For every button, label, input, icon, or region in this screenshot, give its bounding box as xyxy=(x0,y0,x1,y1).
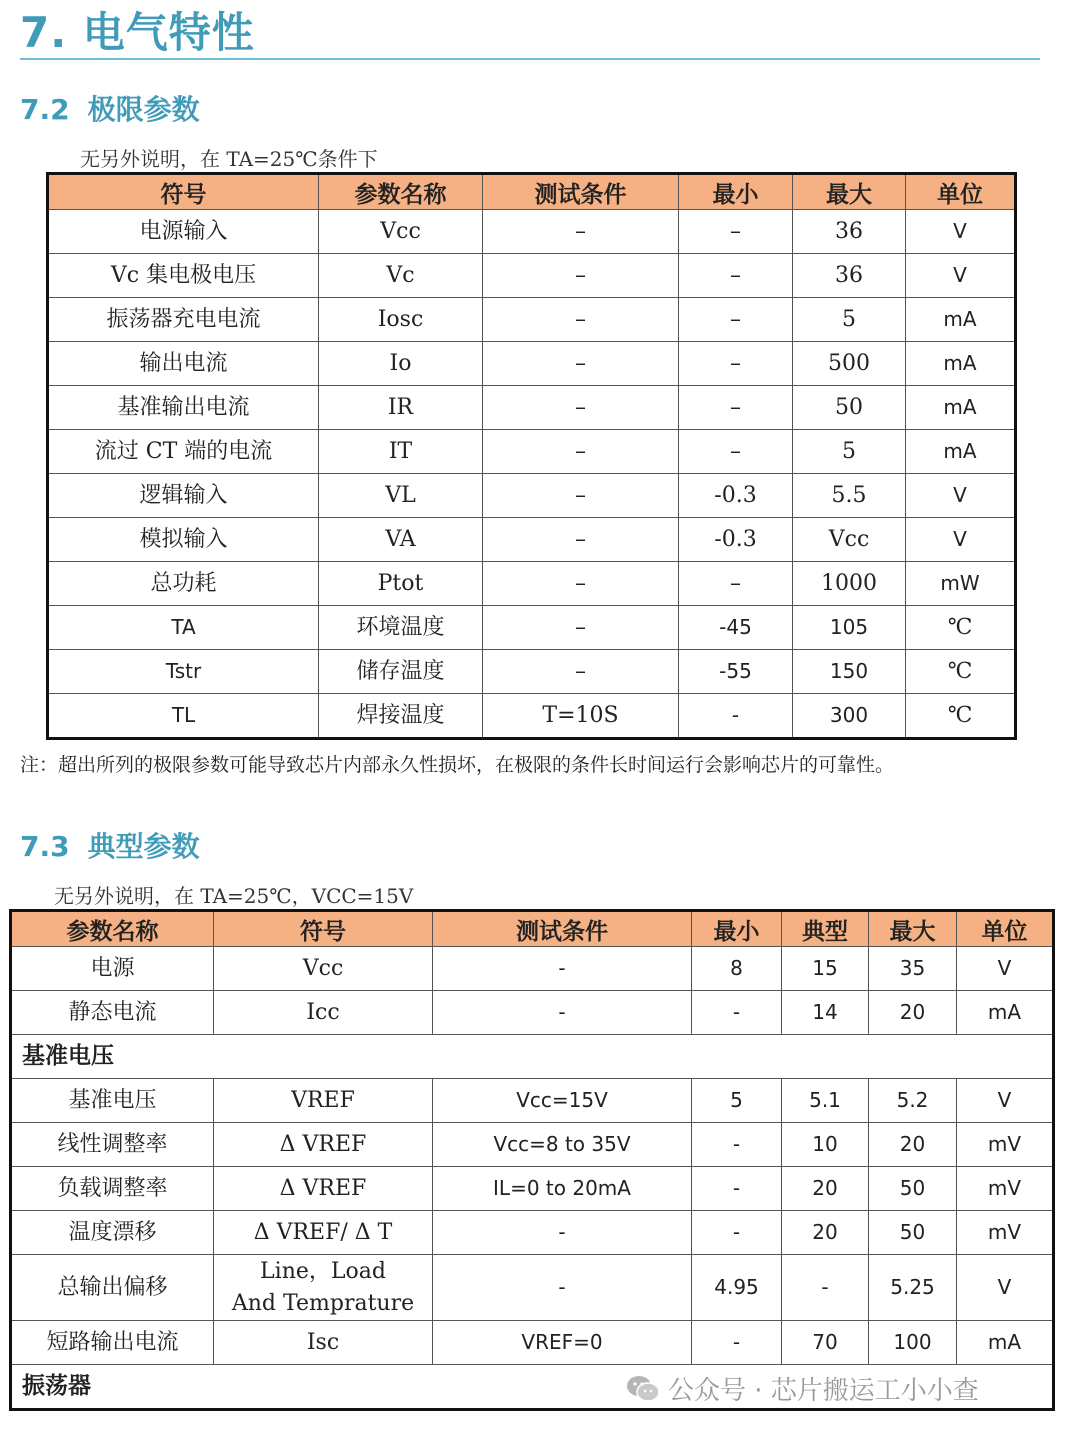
test-condition-cell: – xyxy=(483,474,679,518)
typical-table xyxy=(9,909,1055,1411)
table-row xyxy=(11,1321,1054,1365)
group-row-reference xyxy=(11,1035,1054,1079)
typ-cell: 70 xyxy=(782,1321,869,1365)
typical-header-cell: 符号 xyxy=(214,911,433,947)
group-label: 振荡器 xyxy=(11,1365,1054,1410)
test-condition-cell: Vcc=15V xyxy=(433,1079,692,1123)
param-name-cell: 流过 CT 端的电流 xyxy=(48,430,319,474)
typical-header-cell: 单位 xyxy=(957,911,1054,947)
param-name-cell: 总输出偏移 xyxy=(11,1255,214,1321)
limits-header-cell: 最小 xyxy=(679,174,793,210)
typ-cell: 20 xyxy=(782,1211,869,1255)
group-label: 基准电压 xyxy=(11,1035,1054,1079)
param-name-cell: 基准输出电流 xyxy=(48,386,319,430)
test-condition-cell: VREF=0 xyxy=(433,1321,692,1365)
typ-cell: 14 xyxy=(782,991,869,1035)
test-condition-cell: – xyxy=(483,342,679,386)
max-cell: 50 xyxy=(869,1167,957,1211)
title-divider xyxy=(20,58,1040,60)
typical-heading-text: 典型参数 xyxy=(87,830,200,863)
param-name-cell: 温度漂移 xyxy=(11,1211,214,1255)
table-row xyxy=(48,650,1016,694)
param-name-cell: 短路输出电流 xyxy=(11,1321,214,1365)
max-cell: 105 xyxy=(793,606,906,650)
unit-cell: V xyxy=(906,474,1016,518)
test-condition-cell: - xyxy=(433,1255,692,1321)
min-cell: - xyxy=(692,1211,782,1255)
limits-header-cell: 最大 xyxy=(793,174,906,210)
table-row xyxy=(48,606,1016,650)
typ-cell: 15 xyxy=(782,947,869,991)
test-condition-cell: – xyxy=(483,606,679,650)
symbol-cell: Io xyxy=(319,342,483,386)
min-cell: - xyxy=(692,1167,782,1211)
min-cell: – xyxy=(679,254,793,298)
max-cell: 36 xyxy=(793,210,906,254)
table-row xyxy=(11,1255,1054,1321)
min-cell: – xyxy=(679,430,793,474)
typical-heading-number: 7.3 xyxy=(20,830,70,863)
test-condition-cell: – xyxy=(483,650,679,694)
param-name-cell: 输出电流 xyxy=(48,342,319,386)
param-name-cell: 总功耗 xyxy=(48,562,319,606)
symbol-cell: IT xyxy=(319,430,483,474)
param-name-cell: 负载调整率 xyxy=(11,1167,214,1211)
min-cell: -45 xyxy=(679,606,793,650)
limits-header-cell: 符号 xyxy=(48,174,319,210)
min-cell: - xyxy=(692,1321,782,1365)
min-cell: -0.3 xyxy=(679,474,793,518)
max-cell: 150 xyxy=(793,650,906,694)
min-cell: - xyxy=(679,694,793,739)
test-condition-cell: IL=0 to 20mA xyxy=(433,1167,692,1211)
watermark xyxy=(626,1370,979,1407)
typical-header-cell: 最小 xyxy=(692,911,782,947)
symbol-cell: Vcc xyxy=(214,947,433,991)
min-cell: – xyxy=(679,562,793,606)
test-condition-cell: – xyxy=(483,298,679,342)
unit-cell: V xyxy=(957,947,1054,991)
min-cell: – xyxy=(679,298,793,342)
symbol-cell xyxy=(214,1255,433,1321)
param-name-cell: TL xyxy=(48,694,319,739)
param-name-cell: 电源 xyxy=(11,947,214,991)
max-cell: 5.25 xyxy=(869,1255,957,1321)
param-name-cell: 模拟输入 xyxy=(48,518,319,562)
typical-table-body xyxy=(11,947,1054,1410)
typical-header-cell: 典型 xyxy=(782,911,869,947)
typical-header-cell: 最大 xyxy=(869,911,957,947)
symbol-cell: Isc xyxy=(214,1321,433,1365)
symbol-cell: VL xyxy=(319,474,483,518)
table-row xyxy=(48,298,1016,342)
unit-cell: V xyxy=(906,210,1016,254)
min-cell: -0.3 xyxy=(679,518,793,562)
symbol-cell: Icc xyxy=(214,991,433,1035)
symbol-cell: Ptot xyxy=(319,562,483,606)
typical-header-cell: 测试条件 xyxy=(433,911,692,947)
table-row xyxy=(11,1211,1054,1255)
max-cell: 35 xyxy=(869,947,957,991)
unit-cell: mA xyxy=(957,1321,1054,1365)
table-row xyxy=(11,991,1054,1035)
test-condition-cell: – xyxy=(483,430,679,474)
unit-cell: mA xyxy=(906,298,1016,342)
table-row xyxy=(48,694,1016,739)
unit-cell: V xyxy=(906,254,1016,298)
symbol-cell: Vcc xyxy=(319,210,483,254)
unit-cell: ℃ xyxy=(906,606,1016,650)
typ-cell: 10 xyxy=(782,1123,869,1167)
symbol-cell: IR xyxy=(319,386,483,430)
unit-cell: mW xyxy=(906,562,1016,606)
max-cell: 5 xyxy=(793,298,906,342)
unit-cell: mV xyxy=(957,1123,1054,1167)
symbol-line: And Temprature xyxy=(231,1290,415,1316)
symbol-cell: Δ VREF xyxy=(214,1167,433,1211)
table-row xyxy=(48,474,1016,518)
param-name-cell: 逻辑输入 xyxy=(48,474,319,518)
section-title: 7. 电气特性 xyxy=(20,8,255,57)
min-cell: – xyxy=(679,210,793,254)
limits-heading xyxy=(20,88,200,128)
symbol-cell: 储存温度 xyxy=(319,650,483,694)
limits-note: 注：超出所列的极限参数可能导致芯片内部永久性损坏，在极限的条件长时间运行会影响芯片的可靠性。 xyxy=(20,754,895,776)
param-name-cell: 线性调整率 xyxy=(11,1123,214,1167)
param-name-cell: Vc 集电极电压 xyxy=(48,254,319,298)
table-row xyxy=(48,254,1016,298)
param-name-cell: 基准电压 xyxy=(11,1079,214,1123)
test-condition-cell: – xyxy=(483,562,679,606)
limits-condition: 无另外说明，在 TA=25℃条件下 xyxy=(80,147,378,171)
typical-heading xyxy=(20,825,200,865)
symbol-cell: 环境温度 xyxy=(319,606,483,650)
min-cell: 4.95 xyxy=(692,1255,782,1321)
max-cell: Vcc xyxy=(793,518,906,562)
table-row xyxy=(11,1079,1054,1123)
limits-header-cell: 参数名称 xyxy=(319,174,483,210)
test-condition-cell: T=10S xyxy=(483,694,679,739)
param-name-cell: 振荡器充电电流 xyxy=(48,298,319,342)
symbol-cell: VREF xyxy=(214,1079,433,1123)
typical-condition: 无另外说明，在 TA=25℃，VCC=15V xyxy=(54,884,414,908)
unit-cell: mA xyxy=(906,386,1016,430)
symbol-line: Line，Load xyxy=(260,1258,386,1284)
unit-cell: mA xyxy=(957,991,1054,1035)
unit-cell: ℃ xyxy=(906,694,1016,739)
limits-header-cell: 测试条件 xyxy=(483,174,679,210)
test-condition-cell: - xyxy=(433,991,692,1035)
symbol-cell: VA xyxy=(319,518,483,562)
test-condition-cell: - xyxy=(433,1211,692,1255)
min-cell: 5 xyxy=(692,1079,782,1123)
symbol-cell: Vc xyxy=(319,254,483,298)
max-cell: 50 xyxy=(793,386,906,430)
unit-cell: V xyxy=(906,518,1016,562)
limits-heading-number: 7.2 xyxy=(20,93,70,126)
param-name-cell: Tstr xyxy=(48,650,319,694)
watermark-text: 公众号 · 芯片搬运工小小查 xyxy=(668,1376,979,1406)
max-cell: 5 xyxy=(793,430,906,474)
table-row xyxy=(48,386,1016,430)
table-row xyxy=(48,342,1016,386)
limits-table xyxy=(46,172,1017,740)
typical-header-cell: 参数名称 xyxy=(11,911,214,947)
typ-cell: 5.1 xyxy=(782,1079,869,1123)
min-cell: – xyxy=(679,386,793,430)
max-cell: 5.5 xyxy=(793,474,906,518)
table-row xyxy=(48,562,1016,606)
min-cell: – xyxy=(679,342,793,386)
min-cell: - xyxy=(692,1123,782,1167)
limits-heading-text: 极限参数 xyxy=(87,93,200,126)
symbol-cell: Δ VREF/ Δ T xyxy=(214,1211,433,1255)
table-row xyxy=(48,518,1016,562)
limits-table-body xyxy=(48,210,1016,739)
unit-cell: mA xyxy=(906,430,1016,474)
max-cell: 1000 xyxy=(793,562,906,606)
table-row xyxy=(48,210,1016,254)
wechat-icon xyxy=(626,1374,660,1404)
param-name-cell: TA xyxy=(48,606,319,650)
table-row xyxy=(11,1123,1054,1167)
test-condition-cell: – xyxy=(483,254,679,298)
min-cell: -55 xyxy=(679,650,793,694)
param-name-cell: 静态电流 xyxy=(11,991,214,1035)
max-cell: 500 xyxy=(793,342,906,386)
unit-cell: V xyxy=(957,1079,1054,1123)
typ-cell: 20 xyxy=(782,1167,869,1211)
table-row xyxy=(11,947,1054,991)
unit-cell: ℃ xyxy=(906,650,1016,694)
test-condition-cell: - xyxy=(433,947,692,991)
test-condition-cell: Vcc=8 to 35V xyxy=(433,1123,692,1167)
unit-cell: mA xyxy=(906,342,1016,386)
limits-header-cell: 单位 xyxy=(906,174,1016,210)
test-condition-cell: – xyxy=(483,386,679,430)
test-condition-cell: – xyxy=(483,518,679,562)
max-cell: 36 xyxy=(793,254,906,298)
typ-cell: - xyxy=(782,1255,869,1321)
table-row xyxy=(48,430,1016,474)
max-cell: 20 xyxy=(869,1123,957,1167)
min-cell: 8 xyxy=(692,947,782,991)
unit-cell: V xyxy=(957,1255,1054,1321)
symbol-cell: Δ VREF xyxy=(214,1123,433,1167)
max-cell: 20 xyxy=(869,991,957,1035)
symbol-cell: 焊接温度 xyxy=(319,694,483,739)
symbol-cell: Iosc xyxy=(319,298,483,342)
max-cell: 5.2 xyxy=(869,1079,957,1123)
table-row xyxy=(11,1167,1054,1211)
max-cell: 300 xyxy=(793,694,906,739)
min-cell: - xyxy=(692,991,782,1035)
unit-cell: mV xyxy=(957,1167,1054,1211)
max-cell: 100 xyxy=(869,1321,957,1365)
test-condition-cell: – xyxy=(483,210,679,254)
limits-header-row xyxy=(48,174,1016,210)
typical-header-row xyxy=(11,911,1054,947)
param-name-cell: 电源输入 xyxy=(48,210,319,254)
unit-cell: mV xyxy=(957,1211,1054,1255)
max-cell: 50 xyxy=(869,1211,957,1255)
